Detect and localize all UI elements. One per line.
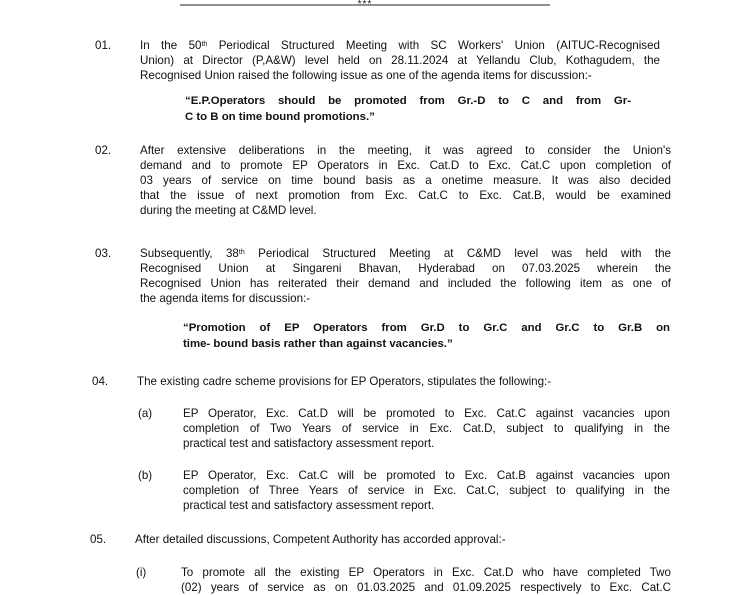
para-01-line: In the 50th Periodical Structured Meeting with SC Workers' Union (AITUC-Recognised xyxy=(140,39,660,52)
para-03-line: the agenda items for discussion:- xyxy=(140,292,311,305)
separator-stars: *** xyxy=(357,0,373,10)
para-05-intro: After detailed discussions, Competent Authority has accorded approval:- xyxy=(135,533,506,546)
para-02-line: After extensive deliberations in the meeting, it was agreed to consider the Union's xyxy=(140,144,671,157)
para-04-b-label: (b) xyxy=(138,469,153,482)
para-02-line: during the meeting at C&MD level. xyxy=(140,204,317,217)
para-01-number: 01. xyxy=(95,39,112,52)
para-04-intro: The existing cadre scheme provisions for EP Operators, stipulates the following:- xyxy=(137,375,552,388)
item-line: EP Operator, Exc. Cat.D will be promoted to Exc. Cat.C against vacancies upon xyxy=(183,407,670,420)
para-04-b-text xyxy=(183,468,670,513)
para-03-quote xyxy=(183,320,670,352)
quote-line: “E.P.Operators should be promoted from Gr.-D to C and from Gr- xyxy=(185,95,631,107)
para-02-line: 03 years of service on time bound basis as a onetime measure. It was also decided xyxy=(140,174,671,187)
quote-line: time- bound basis rather than against vacancies.” xyxy=(183,338,453,350)
para-05-i-label: (i) xyxy=(136,566,147,579)
item-line: practical test and satisfactory assessment report. xyxy=(183,499,435,512)
item-line: EP Operator, Exc. Cat.C will be promoted to Exc. Cat.B against vacancies upon xyxy=(183,469,670,482)
para-02-number: 02. xyxy=(95,144,112,157)
para-03-line: Subsequently, 38th Periodical Structured Meeting at C&MD level was held with the xyxy=(140,247,671,260)
para-04-number: 04. xyxy=(92,375,109,388)
para-01-quote xyxy=(185,93,631,125)
item-line: completion of Three Years of service in Exc. Cat.C, subject to qualifying in the xyxy=(183,484,670,497)
para-01-line: Union) at Director (P,A&W) level held on 28.11.2024 at Yellandu Club, Kothagudem, the xyxy=(140,54,660,67)
item-line: practical test and satisfactory assessment report. xyxy=(183,437,435,450)
item-line: (02) years of service as on 01.03.2025 and 01.09.2025 respectively to Exc. Cat.C xyxy=(181,581,671,594)
para-02-line: demand and to promote EP Operators in Exc. Cat.D to Exc. Cat.C upon completion of xyxy=(140,159,671,172)
para-03-line: Recognised Union has reiterated their demand and included the following item as one of xyxy=(140,277,671,290)
para-01-text xyxy=(140,38,660,83)
quote-line: C to B on time bound promotions.” xyxy=(185,111,375,123)
para-03-line: Recognised Union at Singareni Bhavan, Hyderabad on 07.03.2025 wherein the xyxy=(140,262,671,275)
quote-line: “Promotion of EP Operators from Gr.D to Gr.C and Gr.C to Gr.B on xyxy=(183,322,670,334)
para-04-a-text xyxy=(183,406,670,451)
para-05-number: 05. xyxy=(90,533,107,546)
item-line: completion of Two Years of service in Exc. Cat.D, subject to qualifying in the xyxy=(183,422,670,435)
para-02-line: that the issue of next promotion from Exc. Cat.C to Exc. Cat.B, would be examined xyxy=(140,189,671,202)
para-02-text xyxy=(140,143,671,218)
para-01-line: Recognised Union raised the following issue as one of the agenda items for discussion:- xyxy=(140,69,592,82)
para-03-text xyxy=(140,246,671,306)
para-03-number: 03. xyxy=(95,247,112,260)
item-line: To promote all the existing EP Operators in Exc. Cat.D who have completed Two xyxy=(181,566,671,579)
para-04-a-label: (a) xyxy=(138,407,153,420)
